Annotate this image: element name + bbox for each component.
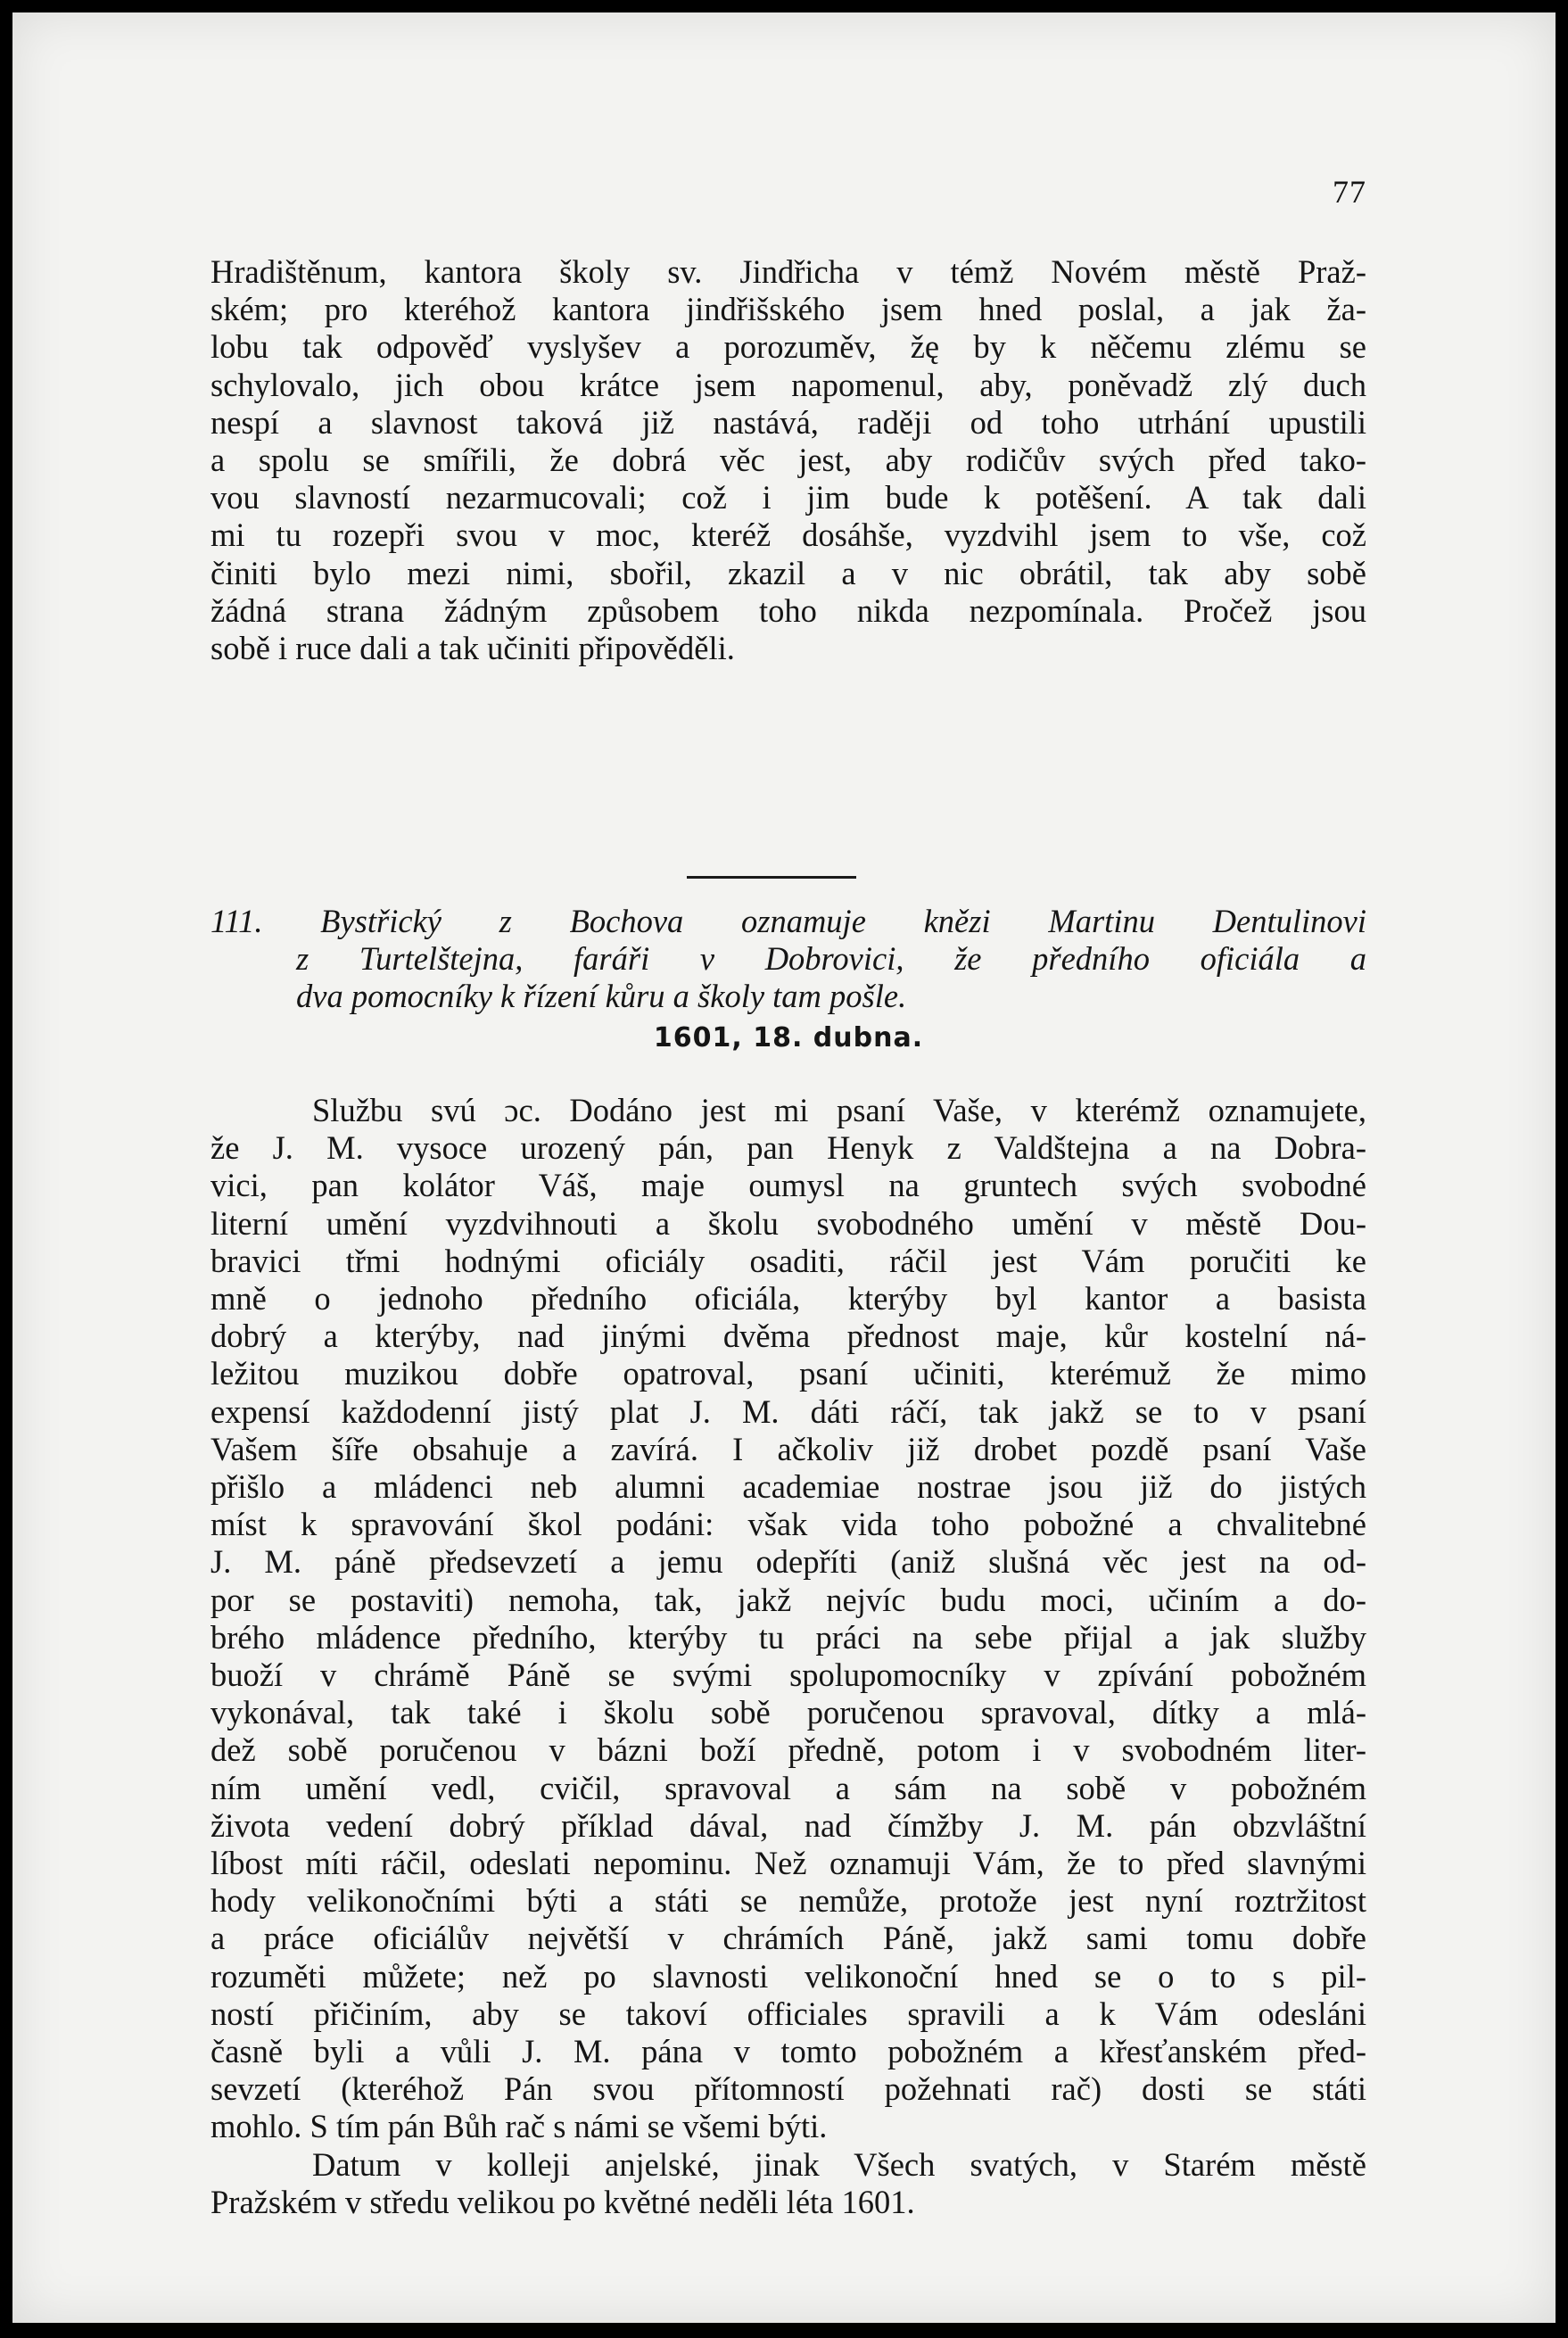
letter-line: mně o jednoho předního oficiála, kterýby byl kantor a basista xyxy=(210,1280,1366,1318)
letter-text xyxy=(210,1092,1366,2221)
text-line: sobě i ruce dali a tak učiniti připověděli. xyxy=(210,630,735,667)
heading-line: z Turtelštejna, faráři v Dobrovici, že předního oficiála a xyxy=(296,940,1366,977)
letter-line: literní umění vyzdvihnouti a školu svobodného umění v městě Dou- xyxy=(210,1204,1366,1242)
letter-line: míst k spravování škol podáni: však vida toho pobožné a chvalitebné xyxy=(210,1506,1366,1543)
letter-line: dež sobě poručenou v bázni boží předně, potom i v svobodném liter- xyxy=(210,1731,1366,1769)
letter-line: sevzetí (kteréhož Pán svou přítomností požehnati rač) dosti se státi xyxy=(210,2070,1366,2108)
text-line: nespí a slavnost taková již nastává, raději od toho utrhání upustili xyxy=(210,403,1366,441)
letter-line: ností přičiním, aby se takoví officiales spravili a k Vám odesláni xyxy=(210,1995,1366,2032)
page-number: 77 xyxy=(1333,174,1366,210)
entry-heading xyxy=(210,903,1366,1015)
text-line: vou slavností nezarmucovali; což i jim bude k potěšení. A tak dali xyxy=(210,479,1366,516)
text-line: Hradištěnum, kantora školy sv. Jindřicha v témž Novém městě Praž- xyxy=(210,253,1366,290)
letter-line: ležitou muzikou dobře opatroval, psaní učiniti, kterémuž že mimo xyxy=(210,1355,1366,1392)
letter-line: rozuměti můžete; než po slavnosti velikonoční hned se o to s pil- xyxy=(210,1957,1366,1995)
text-line: mi tu rozepři svou v moc, kteréž dosáhše, vyzdvihl jsem to vše, což xyxy=(210,516,1366,554)
letter-line: přišlo a mládenci neb alumni academiae nostrae jsou již do jistých xyxy=(210,1468,1366,1506)
letter-line: por se postaviti) nemoha, tak, jakž nejvíc budu moci, učiním a do- xyxy=(210,1581,1366,1618)
letter-line: vykonával, tak také i školu sobě poručenou spravoval, dítky a mlá- xyxy=(210,1694,1366,1731)
letter-line: brého mládence předního, kterýby tu práci na sebe přijal a jak služby xyxy=(210,1618,1366,1656)
letter-line: mohlo. S tím pán Bůh rač s námi se všemi býti. xyxy=(210,2108,828,2145)
letter-line: Vašem šíře obsahuje a zavírá. I ačkoliv již drobet pozdě psaní Vaše xyxy=(210,1430,1366,1467)
letter-line: Službu svú ɔc. Dodáno jest mi psaní Vaše, v kterémž oznamujete, xyxy=(312,1092,1366,1128)
letter-line: Pražském v středu velikou po květné neděli léta 1601. xyxy=(210,2183,915,2220)
letter-line: buoží v chrámě Páně se svými spolupomocníky v zpívání pobožném xyxy=(210,1656,1366,1694)
preceding-text xyxy=(210,253,1366,667)
letter-line: bravici třmi hodnými oficiály osaditi, ráčil jest Vám poručiti ke xyxy=(210,1242,1366,1279)
letter-line: líbost míti ráčil, odeslati nepominu. Než oznamuji Vám, že to před slavnými xyxy=(210,1845,1366,1882)
heading-line: 111. Bystřický z Bochova oznamuje knězi Martinu Dentulinovi xyxy=(210,903,1366,939)
letter-line: Datum v kolleji anjelské, jinak Všech svatých, v Starém městě xyxy=(312,2145,1366,2183)
letter-line: hody velikonočními býti a státi se nemůže, protože jest nyní roztržitost xyxy=(210,1882,1366,1920)
letter-line: J. M. páně předsevzetí a jemu odepříti (aniž slušná věc jest na od- xyxy=(210,1543,1366,1581)
heading-line: dva pomocníky k řízení kůru a školy tam pošle. xyxy=(296,978,907,1014)
letter-line: života vedení dobrý příklad dával, nad čímžby J. M. pán obzvláštní xyxy=(210,1806,1366,1844)
section-divider xyxy=(687,876,856,879)
scanned-page xyxy=(12,12,1556,2323)
text-line: žádná strana žádným způsobem toho nikda nezpomínala. Pročež jsou xyxy=(210,591,1366,629)
letter-line: expensí každodenní jistý plat J. M. dáti ráčí, tak jakž se to v psaní xyxy=(210,1392,1366,1430)
text-line: lobu tak odpověď vyslyšev a porozuměv, žę by k něčemu zlému se xyxy=(210,328,1366,366)
letter-line: časně byli a vůli J. M. pána v tomto pobožném a křesťanském před- xyxy=(210,2033,1366,2070)
text-line: ském; pro kteréhož kantora jindřišského jsem hned poslal, a jak ža- xyxy=(210,291,1366,328)
text-line: činiti bylo mezi nimi, sbořil, zkazil a v nic obrátil, tak aby sobě xyxy=(210,554,1366,591)
letter-line: že J. M. vysoce urozený pán, pan Henyk z Valdštejna a na Dobra- xyxy=(210,1129,1366,1167)
text-line: a spolu se smířili, že dobrá věc jest, aby rodičův svých před tako- xyxy=(210,442,1366,479)
letter-line: vici, pan kolátor Váš, maje oumysl na gruntech svých svobodné xyxy=(210,1167,1366,1204)
letter-line: dobrý a kterýby, nad jinými dvěma přednost maje, kůr kostelní ná- xyxy=(210,1318,1366,1355)
entry-date: 1601, 18. dubna. xyxy=(653,1022,924,1053)
letter-line: a práce oficiálův největší v chrámích Páně, jakž sami tomu dobře xyxy=(210,1920,1366,1957)
text-line: schylovalo, jich obou krátce jsem napomenul, aby, poněvadž zlý duch xyxy=(210,366,1366,403)
letter-line: ním umění vedl, cvičil, spravoval a sám na sobě v pobožném xyxy=(210,1769,1366,1806)
